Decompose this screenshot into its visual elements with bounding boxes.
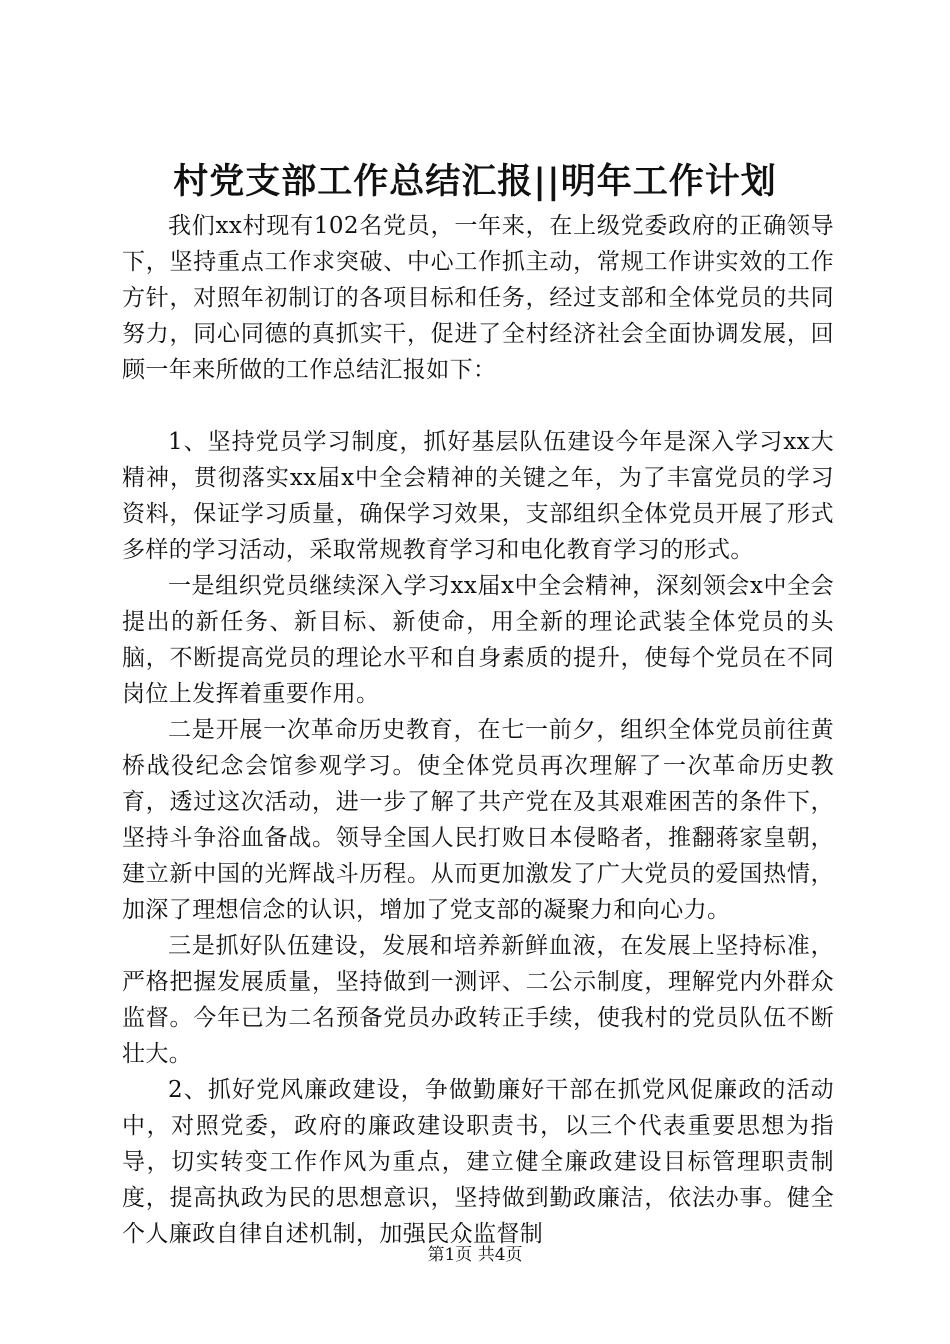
page-number-footer: 第1页 共4页	[427, 1245, 523, 1265]
paragraph-point-2: 二是开展一次革命历史教育，在七一前夕，组织全体党员前往黄桥战役纪念会馆参观学习。使全体党员再次理解了一次革命历史教育，透过这次活动，进一步了解了共产党在及其艰难困苦的条件下，坚持斗争浴血备战。领导全国人民打败日本侵略者，推翻蒋家皇朝，建立新中国的光辉战斗历程。从而更加激发了广大党员的爱国热情，加深了理想信念的认识，增加了党支部的凝聚力和向心力。	[122, 717, 834, 923]
paragraph-intro: 我们xx村现有102名党员，一年来，在上级党委政府的正确领导下，坚持重点工作求突破、中心工作抓主动，常规工作讲实效的工作方针，对照年初制订的各项目标和任务，经过支部和全体党员的共同努力，同心同德的真抓实干，促进了全村经济社会全面协调发展，回顾一年来所做的工作总结汇报如下：	[122, 213, 834, 383]
paragraph-gap	[122, 388, 834, 424]
paragraph-point-3: 三是抓好队伍建设，发展和培养新鲜血液，在发展上坚持标准，严格把握发展质量，坚持做到一测评、二公示制度，理解党内外群众监督。今年已为二名预备党员办政转正手续，使我村的党员队伍不断壮大。	[122, 933, 834, 1067]
paragraph-section-1: 1、坚持党员学习制度，抓好基层队伍建设今年是深入学习xx大精神，贯彻落实xx届x中全会精神的关键之年，为了丰富党员的学习资料，保证学习质量，确保学习效果，支部组织全体党员开展了形式多样的学习活动，采取常规教育学习和电化教育学习的形式。	[122, 429, 834, 563]
document-body	[122, 208, 834, 1252]
paragraph-point-1: 一是组织党员继续深入学习xx届x中全会精神，深刻领会x中全会提出的新任务、新目标、新使命，用全新的理论武装全体党员的头脑，不断提高党员的理论水平和自身素质的提升，使每个党员在不同岗位上发挥着重要作用。	[122, 573, 834, 707]
paragraph-section-2: 2、抓好党风廉政建设，争做勤廉好干部在抓党风促廉政的活动中，对照党委，政府的廉政建设职责书，以三个代表重要思想为指导，切实转变工作作风为重点，建立健全廉政建设目标管理职责制度，提高执政为民的思想意识，坚持做到勤政廉洁，依法办事。健全个人廉政自律自述机制，加强民众监督制	[122, 1077, 834, 1247]
document-title: 村党支部工作总结汇报||明年工作计划	[173, 161, 777, 202]
